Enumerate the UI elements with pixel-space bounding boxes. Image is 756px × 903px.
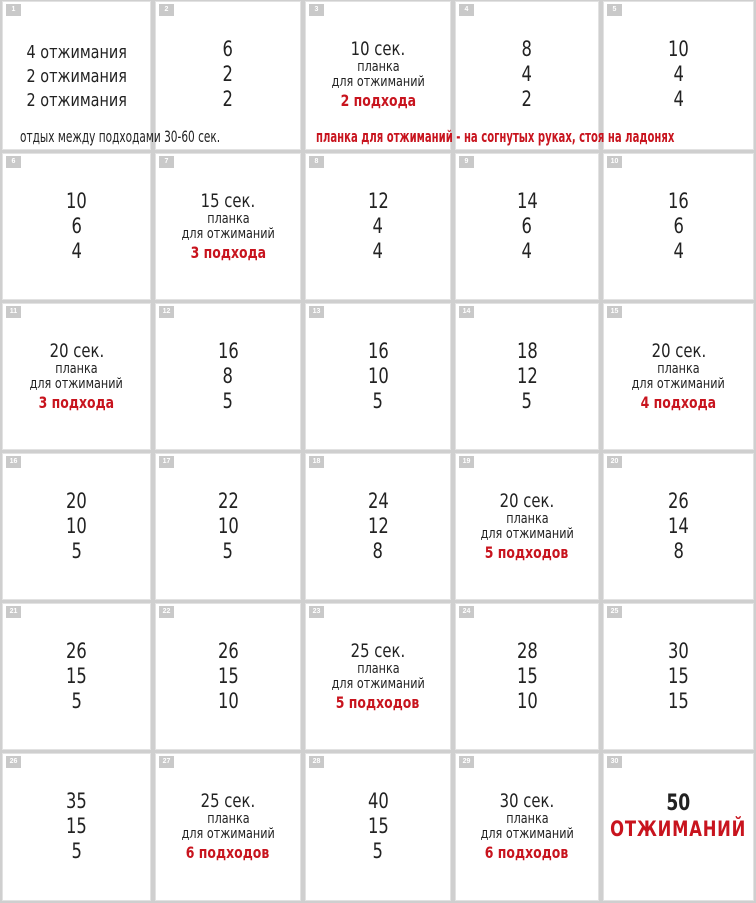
day-number: 13 xyxy=(309,306,324,318)
set-reps: 14 xyxy=(668,514,689,538)
set-reps: 12 xyxy=(516,364,538,388)
day-cell xyxy=(155,153,301,300)
set-reps: 5 xyxy=(71,539,82,563)
set-reps: 10 xyxy=(668,37,689,61)
plank-sets: 3 подхода xyxy=(38,393,115,412)
day-exercises xyxy=(603,189,754,300)
day-exercises xyxy=(603,639,754,750)
day-number: 22 xyxy=(159,606,174,618)
day-number: 15 xyxy=(607,306,622,318)
set-reps: 6 xyxy=(222,37,234,61)
day-exercises xyxy=(603,489,754,600)
plank-day xyxy=(455,791,599,901)
set-reps: 4 xyxy=(673,239,684,263)
plank-label: планка xyxy=(505,511,549,527)
day-number: 23 xyxy=(309,606,324,618)
plank-label: планка xyxy=(356,59,400,75)
plank-time: 20 сек. xyxy=(651,340,706,362)
set-reps: 4 xyxy=(372,239,384,263)
day-exercises xyxy=(305,189,451,300)
plank-label: для отжиманий xyxy=(331,74,425,90)
set-reps: 15 xyxy=(668,689,689,713)
day-cell xyxy=(455,453,599,600)
day-number: 27 xyxy=(159,756,174,768)
plank-sets: 6 подходов xyxy=(186,843,270,862)
day-cell xyxy=(305,603,451,750)
day-number: 12 xyxy=(159,306,174,318)
set-reps: 5 xyxy=(222,539,234,563)
plank-label: для отжиманий xyxy=(331,676,425,692)
day-exercises xyxy=(2,189,151,300)
day-exercises xyxy=(155,639,301,750)
set-reps: 4 отжимания xyxy=(26,42,127,63)
day-cell xyxy=(155,603,301,750)
final-label: ОТЖИМАНИЙ xyxy=(610,817,747,841)
set-reps: 6 xyxy=(71,214,82,238)
day-number: 25 xyxy=(607,606,622,618)
plank-label: для отжиманий xyxy=(480,526,574,542)
set-reps: 2 отжимания xyxy=(26,90,127,111)
plank-day xyxy=(155,191,301,300)
set-reps: 6 xyxy=(521,214,533,238)
set-reps: 20 xyxy=(66,489,87,513)
day-exercises xyxy=(155,489,301,600)
set-reps: 4 xyxy=(71,239,82,263)
set-reps: 4 xyxy=(521,62,533,86)
plank-time: 20 сек. xyxy=(499,490,555,512)
day-number: 16 xyxy=(6,456,21,468)
final-count: 50 xyxy=(666,791,691,816)
day-cell xyxy=(603,603,754,750)
plank-sets: 4 подхода xyxy=(640,393,717,412)
set-reps: 26 xyxy=(66,639,87,663)
day-cell xyxy=(305,453,451,600)
day-number: 11 xyxy=(6,306,21,318)
plank-label: для отжиманий xyxy=(631,376,726,392)
set-reps: 15 xyxy=(367,814,389,838)
plank-note: планка для отжиманий - на согнутых руках, стоя на ладонях xyxy=(316,127,675,146)
set-reps: 8 xyxy=(673,539,684,563)
day-cell xyxy=(455,603,599,750)
plank-label: для отжиманий xyxy=(29,376,124,392)
set-reps: 28 xyxy=(516,639,538,663)
set-reps: 15 xyxy=(516,664,538,688)
set-reps: 8 xyxy=(521,37,533,61)
set-reps: 26 xyxy=(668,489,689,513)
plank-time: 25 сек. xyxy=(200,790,256,812)
set-reps: 15 xyxy=(217,664,239,688)
plank-label: планка xyxy=(505,811,549,827)
set-reps: 5 xyxy=(372,389,384,413)
day-cell xyxy=(455,753,599,901)
set-reps: 16 xyxy=(217,339,239,363)
day-cell xyxy=(2,603,151,750)
day-cell xyxy=(2,153,151,300)
day-number: 20 xyxy=(607,456,622,468)
set-reps: 12 xyxy=(367,189,389,213)
day-exercises xyxy=(305,339,451,450)
set-reps: 5 xyxy=(222,389,234,413)
plank-label: планка xyxy=(55,361,98,377)
day-number: 7 xyxy=(159,156,174,168)
set-reps: 5 xyxy=(521,389,533,413)
set-reps: 10 xyxy=(66,514,87,538)
day-cell xyxy=(155,753,301,901)
set-reps: 16 xyxy=(668,189,689,213)
day-number: 5 xyxy=(607,4,622,16)
day-number: 1 xyxy=(6,4,21,16)
set-reps: 12 xyxy=(367,514,389,538)
day-cell xyxy=(455,303,599,450)
set-reps: 10 xyxy=(217,689,239,713)
day-cell xyxy=(155,453,301,600)
day-number: 29 xyxy=(459,756,474,768)
day-exercises xyxy=(155,339,301,450)
day-number: 9 xyxy=(459,156,474,168)
day-number: 21 xyxy=(6,606,21,618)
day-cell xyxy=(603,753,754,901)
day-number: 2 xyxy=(159,4,174,16)
set-reps: 5 xyxy=(372,839,384,863)
plank-time: 20 сек. xyxy=(49,340,104,362)
set-reps: 5 xyxy=(71,839,82,863)
plank-sets: 6 подходов xyxy=(485,843,569,862)
set-reps: 26 xyxy=(217,639,239,663)
plank-sets: 5 подходов xyxy=(485,543,569,562)
set-reps: 10 xyxy=(66,189,87,213)
day-cell xyxy=(603,153,754,300)
set-reps: 4 xyxy=(673,62,684,86)
day-exercises xyxy=(2,789,151,901)
day-cell xyxy=(2,303,151,450)
day-number: 19 xyxy=(459,456,474,468)
day-cell xyxy=(2,753,151,901)
day-cell xyxy=(455,153,599,300)
plank-time: 30 сек. xyxy=(499,790,555,812)
plank-sets: 3 подхода xyxy=(190,243,266,262)
day-number: 18 xyxy=(309,456,324,468)
day-number: 28 xyxy=(309,756,324,768)
set-reps: 35 xyxy=(66,789,87,813)
day-cell xyxy=(305,153,451,300)
set-reps: 8 xyxy=(222,364,234,388)
set-reps: 15 xyxy=(66,664,87,688)
plank-label: планка xyxy=(206,211,250,227)
set-reps: 16 xyxy=(367,339,389,363)
set-reps: 10 xyxy=(516,689,538,713)
plank-label: для отжиманий xyxy=(181,826,275,842)
plank-sets: 5 подходов xyxy=(336,693,420,712)
plank-time: 25 сек. xyxy=(350,640,406,662)
day-exercises xyxy=(455,189,599,300)
plank-sets: 2 подхода xyxy=(340,91,416,110)
plank-day xyxy=(603,341,754,450)
set-reps: 5 xyxy=(71,689,82,713)
day-exercises xyxy=(305,789,451,901)
day-cell xyxy=(155,303,301,450)
set-reps: 2 отжимания xyxy=(26,66,127,87)
set-reps: 2 xyxy=(521,87,533,111)
day-cell xyxy=(603,453,754,600)
plank-label: планка xyxy=(356,661,400,677)
plank-day xyxy=(2,341,151,450)
day-number: 14 xyxy=(459,306,474,318)
plank-label: планка xyxy=(206,811,250,827)
day-number: 26 xyxy=(6,756,21,768)
plank-time: 15 сек. xyxy=(200,190,256,212)
day-number: 17 xyxy=(159,456,174,468)
rest-note: отдых между подходами 30-60 сек. xyxy=(20,127,221,146)
final-day xyxy=(603,791,754,901)
plank-label: для отжиманий xyxy=(480,826,574,842)
day-number: 4 xyxy=(459,4,474,16)
day-cell xyxy=(305,303,451,450)
set-reps: 30 xyxy=(668,639,689,663)
day-number: 6 xyxy=(6,156,21,168)
set-reps: 4 xyxy=(673,87,684,111)
day-exercises xyxy=(2,639,151,750)
set-reps: 2 xyxy=(222,62,234,86)
day-exercises xyxy=(305,489,451,600)
day-number: 24 xyxy=(459,606,474,618)
set-reps: 10 xyxy=(217,514,239,538)
set-reps: 18 xyxy=(516,339,538,363)
set-reps: 4 xyxy=(521,239,533,263)
day-number: 30 xyxy=(607,756,622,768)
day-cell xyxy=(2,453,151,600)
day-exercises xyxy=(455,639,599,750)
set-reps: 4 xyxy=(372,214,384,238)
plank-time: 10 сек. xyxy=(350,38,406,60)
set-reps: 40 xyxy=(367,789,389,813)
plank-day xyxy=(305,641,451,750)
plank-label: для отжиманий xyxy=(181,226,275,242)
set-reps: 15 xyxy=(668,664,689,688)
set-reps: 10 xyxy=(367,364,389,388)
day-cell xyxy=(603,303,754,450)
set-reps: 8 xyxy=(372,539,384,563)
set-reps: 6 xyxy=(673,214,684,238)
set-reps: 22 xyxy=(217,489,239,513)
plank-day xyxy=(455,491,599,600)
day-number: 3 xyxy=(309,4,324,16)
day-number: 8 xyxy=(309,156,324,168)
day-exercises xyxy=(2,489,151,600)
day-exercises xyxy=(455,339,599,450)
set-reps: 14 xyxy=(516,189,538,213)
plank-day xyxy=(155,791,301,901)
set-reps: 15 xyxy=(66,814,87,838)
day-number: 10 xyxy=(607,156,622,168)
day-cell xyxy=(305,753,451,901)
set-reps: 2 xyxy=(222,87,234,111)
plank-label: планка xyxy=(657,361,700,377)
set-reps: 24 xyxy=(367,489,389,513)
